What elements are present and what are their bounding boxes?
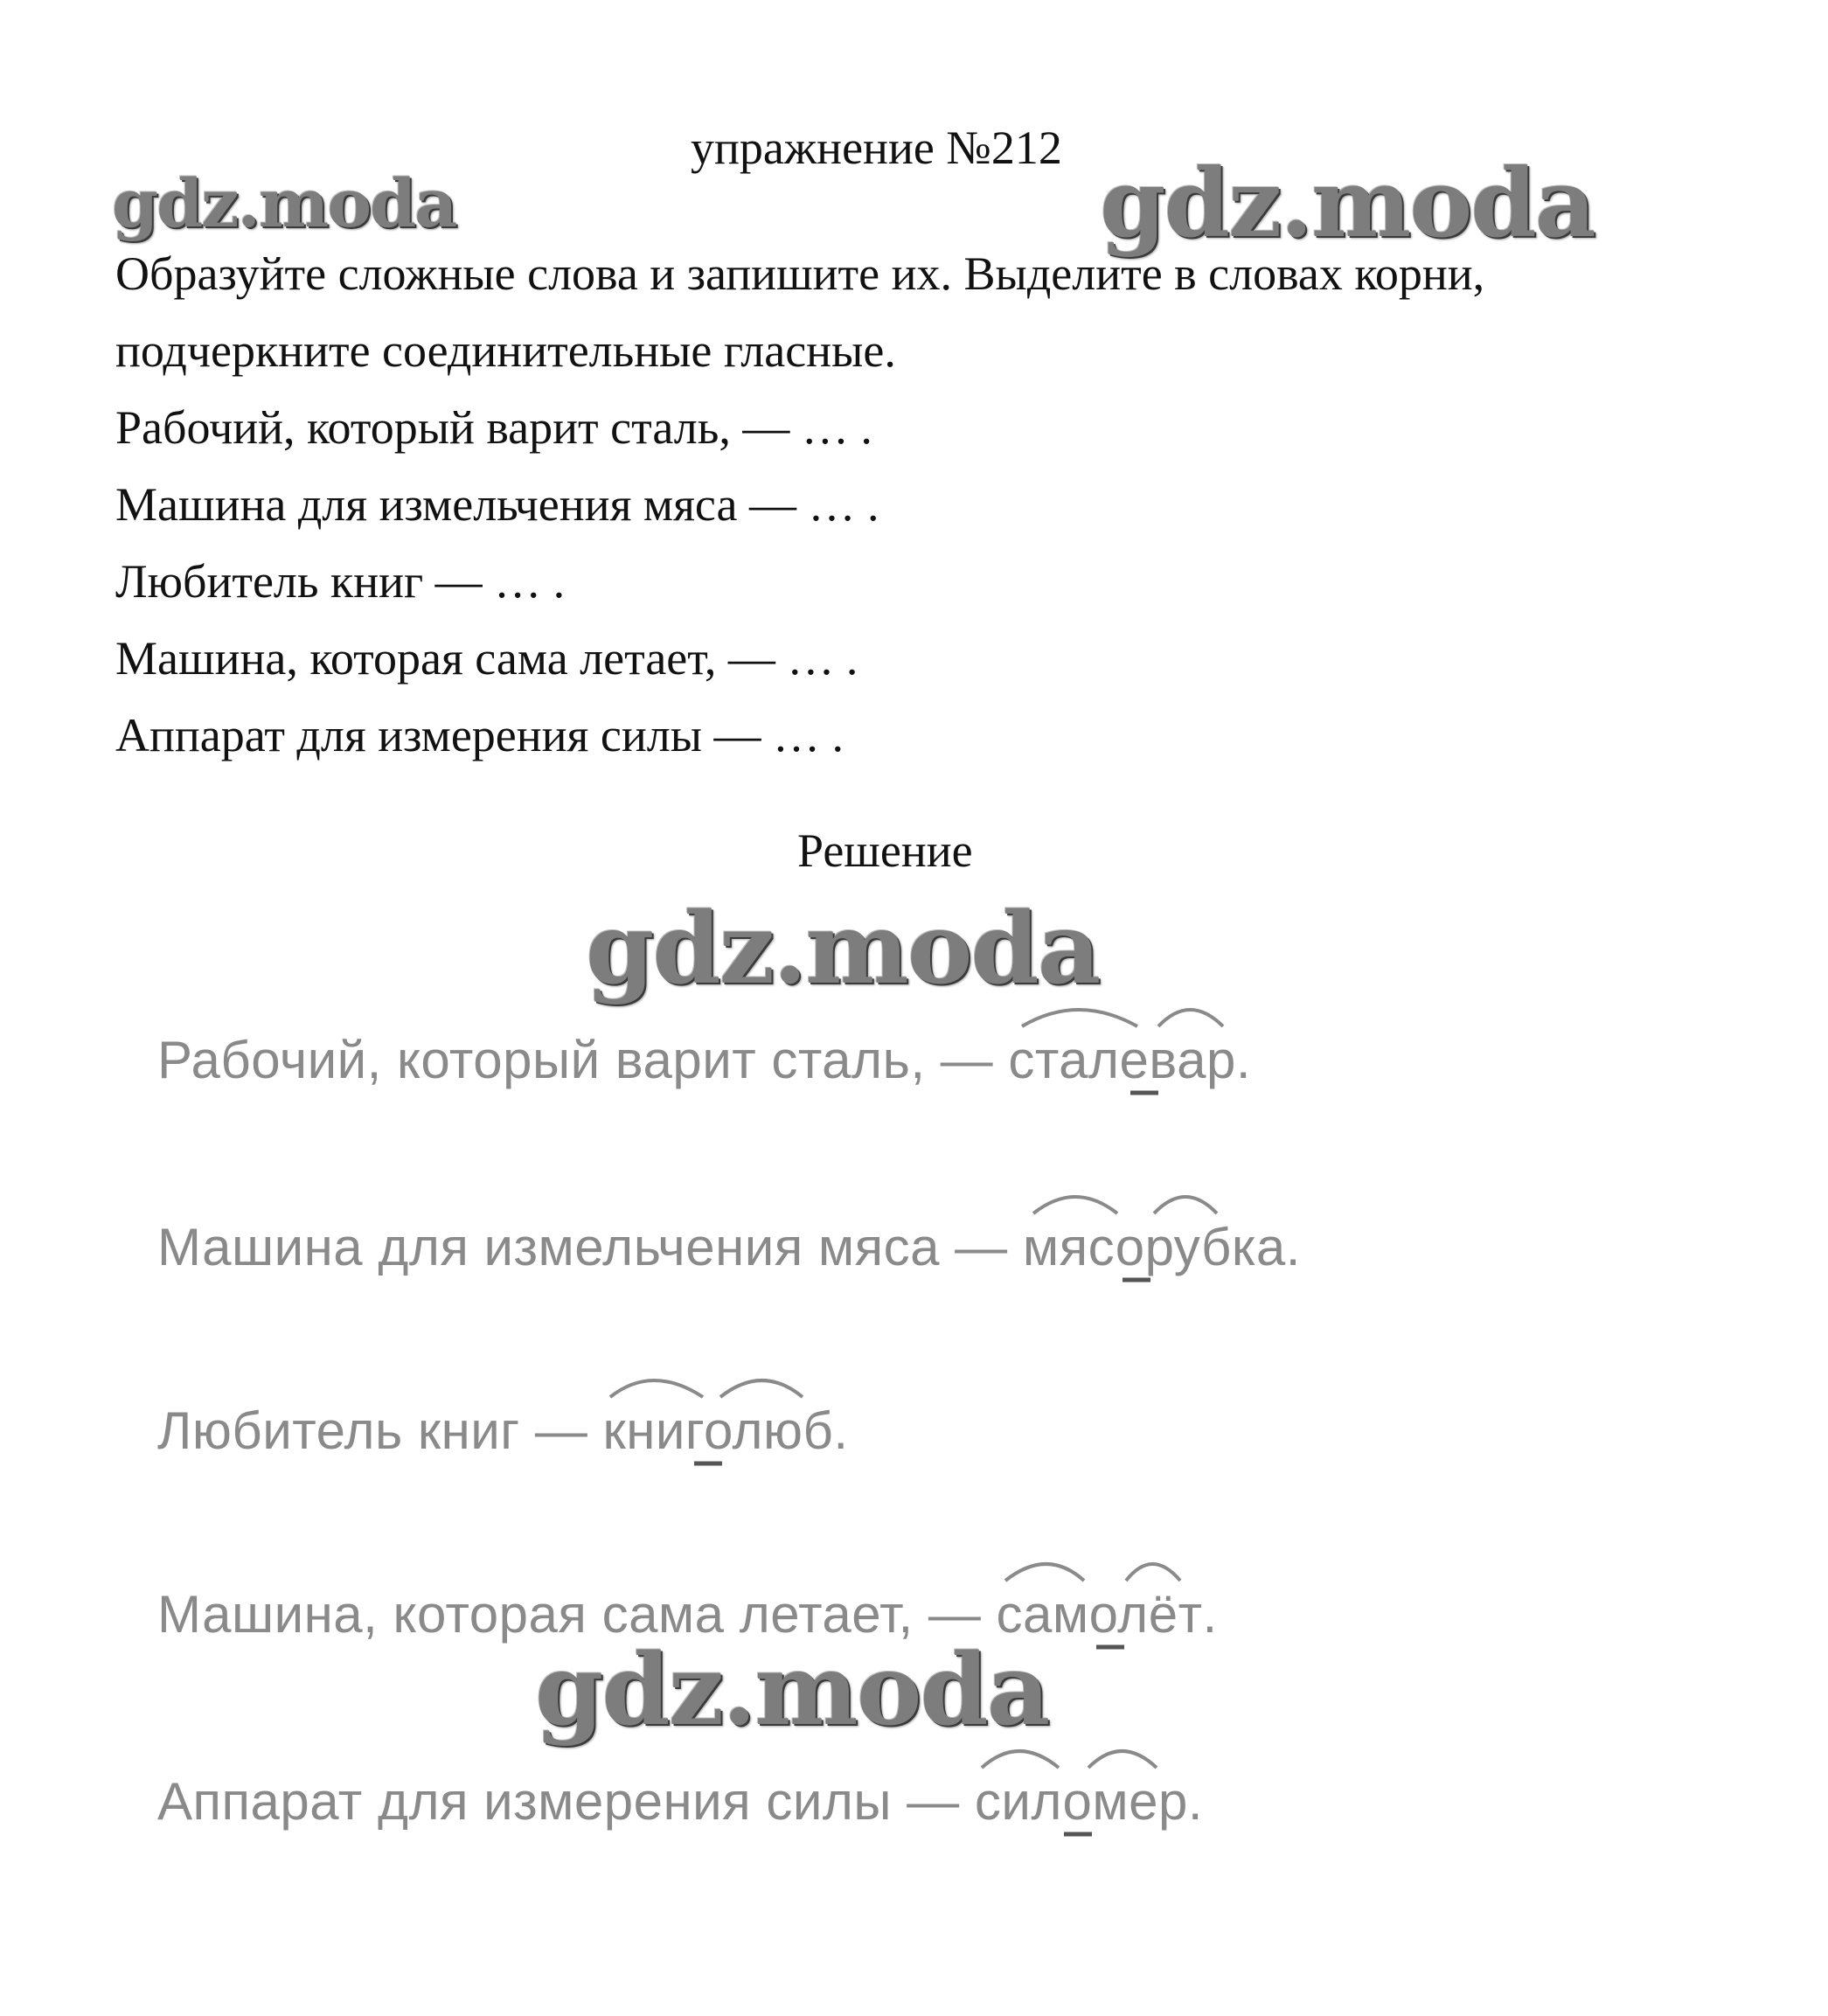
task-item: Аппарат для измерения силы — … . — [115, 709, 844, 761]
root-arc — [720, 1380, 803, 1397]
answer-word-text: сталевар — [1008, 1031, 1236, 1089]
root-arc — [982, 1751, 1059, 1768]
answer-line — [157, 1217, 1301, 1277]
answer-suffix: . — [1187, 1772, 1204, 1831]
answer-suffix: . — [1285, 1218, 1301, 1276]
root-arc — [610, 1380, 703, 1397]
solution-heading: Решение — [797, 824, 973, 877]
task-instruction-line: Образуйте сложные слова и запишите их. Выделите в словах корни, — [115, 247, 1485, 300]
answer-prefix: Любитель книг — — [157, 1401, 603, 1460]
root-arc — [1022, 1010, 1137, 1026]
answer-prefix: Машина для измельчения мяса — — [157, 1218, 1023, 1276]
watermark-logo: gdz.moda — [586, 892, 1100, 1006]
answer-prefix: Рабочий, который варит сталь, — — [157, 1031, 1009, 1089]
answer-word — [975, 1771, 1188, 1832]
answer-word-text: самолёт — [996, 1585, 1203, 1644]
task-item: Машина, которая сама летает, — … . — [115, 632, 858, 685]
task-item: Рабочий, который варит сталь, — … . — [115, 401, 872, 454]
morpheme-marks — [1023, 1217, 1286, 1277]
answer-word — [603, 1401, 834, 1461]
task-item: Машина для измельчения мяса — … . — [115, 478, 879, 531]
answer-line — [157, 1030, 1251, 1090]
exercise-title: упражнение №212 — [691, 122, 1062, 174]
morpheme-marks — [1008, 1030, 1236, 1090]
root-arc — [1158, 1010, 1223, 1026]
answer-suffix: . — [1235, 1031, 1252, 1089]
root-arc — [1088, 1751, 1157, 1768]
morpheme-marks — [603, 1401, 834, 1461]
answer-prefix: Машина, которая сама летает, — — [157, 1585, 997, 1644]
root-arc — [1154, 1197, 1217, 1213]
watermark-logo: gdz.moda — [535, 1633, 1049, 1748]
task-item: Любитель книг — … . — [115, 555, 566, 608]
answer-word — [1008, 1030, 1236, 1090]
root-arc — [1126, 1564, 1180, 1581]
answer-suffix: . — [833, 1401, 849, 1460]
answer-prefix: Аппарат для измерения силы — — [157, 1772, 975, 1831]
task-instruction-line: подчеркните соединительные гласные. — [115, 324, 896, 377]
root-arc — [1005, 1564, 1084, 1581]
morpheme-marks — [975, 1771, 1188, 1832]
watermark-logo: gdz.moda — [112, 164, 456, 242]
root-arc — [1033, 1197, 1117, 1213]
watermark-logo: gdz.moda — [1100, 149, 1595, 259]
answer-word-text: силомер — [974, 1772, 1188, 1831]
answer-word — [1023, 1217, 1286, 1277]
answer-line — [157, 1401, 849, 1461]
answer-word-text: мясорубка — [1022, 1218, 1286, 1276]
answer-suffix: . — [1202, 1585, 1218, 1644]
answer-line — [157, 1771, 1203, 1832]
answer-word-text: книголюб — [602, 1401, 834, 1460]
